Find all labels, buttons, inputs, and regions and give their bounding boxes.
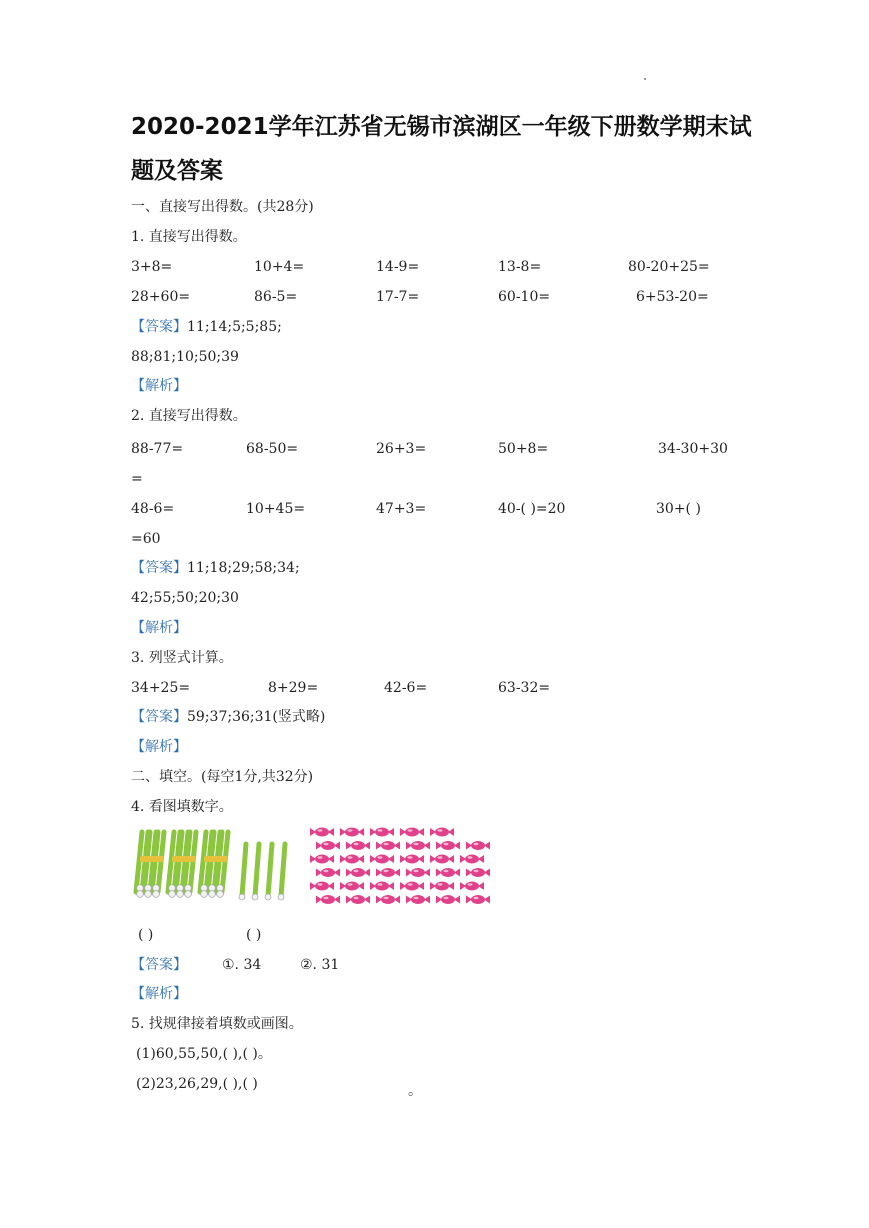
candies-picture [308, 824, 498, 910]
q1-r1-c2: 10+4= [254, 259, 305, 275]
q2-r2-cont: =60 [131, 531, 161, 547]
q5-label: 5. 找规律接着填数或画图。 [131, 1016, 303, 1032]
single-stick [281, 844, 285, 896]
q1-r1-c4: 13-8= [498, 259, 542, 275]
candy [310, 855, 334, 864]
q2-label: 2. 直接写出得数。 [131, 408, 247, 424]
single-stick [242, 844, 246, 896]
q4-answer-a: ①. 34 [222, 957, 262, 973]
q1-r2-c2: 86-5= [254, 289, 298, 305]
single-stick [255, 844, 259, 896]
candy [400, 828, 424, 837]
q2-answer [131, 559, 300, 577]
section1-heading: 一、直接写出得数。(共28分) [131, 199, 314, 215]
candy [460, 855, 484, 864]
candy [376, 868, 400, 877]
q1-r1-c5: 80-20+25= [628, 259, 710, 275]
q3-answer-text: 59;37;36;31(竖式略) [187, 709, 326, 725]
q3-c4: 63-32= [498, 680, 551, 696]
candy [316, 841, 340, 850]
candy [370, 828, 394, 837]
candy [460, 882, 484, 891]
q5-item-2: (2)23,26,29,( ),( ) [136, 1076, 258, 1092]
q2-r1-c5: 34-30+30 [658, 441, 728, 457]
q1-r1-c3: 14-9= [376, 259, 420, 275]
candy [430, 828, 454, 837]
candy [400, 855, 424, 864]
candy [466, 895, 490, 904]
candy [316, 895, 340, 904]
candy [340, 855, 364, 864]
answer-tag: 【答案】 [131, 560, 187, 576]
q4-answer-b: ②. 31 [300, 957, 340, 973]
sticks-picture [130, 826, 298, 904]
candy [346, 868, 370, 877]
q2-r1-c4: 50+8= [498, 441, 549, 457]
q4-label: 4. 看图填数字。 [131, 799, 233, 815]
doc-title-line2: 题及答案 [131, 158, 223, 184]
answer-tag: 【答案】 [131, 957, 187, 973]
section2-heading: 二、填空。(每空1分,共32分) [131, 769, 314, 785]
q2-r2-c1: 48-6= [131, 501, 175, 517]
candy [376, 895, 400, 904]
single-stick [268, 844, 272, 896]
candy [466, 841, 490, 850]
candy [310, 828, 334, 837]
q2-r2-c5: 30+( ) [656, 501, 701, 517]
stray-dot [644, 78, 646, 80]
q3-c3: 42-6= [384, 680, 428, 696]
q2-answer-text: 11;18;29;58;34; [187, 560, 300, 576]
stick-bundle [200, 832, 228, 897]
candy [346, 841, 370, 850]
q2-r2-c4: 40-( )=20 [498, 501, 566, 517]
candy [370, 882, 394, 891]
candy [436, 841, 460, 850]
q2-r2-c2: 10+45= [246, 501, 306, 517]
candy [400, 882, 424, 891]
q3-c2: 8+29= [268, 680, 319, 696]
q1-r2-c1: 28+60= [131, 289, 191, 305]
candy [310, 882, 334, 891]
candy [376, 841, 400, 850]
q2-r1-c2: 68-50= [246, 441, 299, 457]
q5-item-2-end: 。 [408, 1083, 422, 1099]
q2-r1-c3: 26+3= [376, 441, 427, 457]
q1-r2-c4: 60-10= [498, 289, 551, 305]
candy [370, 855, 394, 864]
q1-r1-c1: 3+8= [131, 259, 173, 275]
q4-answer [131, 956, 187, 974]
q3-label: 3. 列竖式计算。 [131, 650, 233, 666]
stick-bundle [136, 832, 164, 897]
q3-c1: 34+25= [131, 680, 191, 696]
candy [436, 868, 460, 877]
q4-analysis-tag: 【解析】 [131, 986, 187, 1002]
q2-analysis-tag: 【解析】 [131, 620, 187, 636]
q1-label: 1. 直接写出得数。 [131, 229, 247, 245]
q4-blank-1: ( ) [138, 927, 154, 943]
q4-blank-2: ( ) [246, 927, 262, 943]
q2-answer-cont: 42;55;50;20;30 [131, 590, 239, 606]
candy [430, 882, 454, 891]
candy [430, 855, 454, 864]
q2-r2-c3: 47+3= [376, 501, 427, 517]
q2-r1-c1: 88-77= [131, 441, 184, 457]
stick-bundle [168, 832, 196, 897]
answer-tag: 【答案】 [131, 319, 187, 335]
candy [406, 895, 430, 904]
q3-answer [131, 708, 325, 726]
candy [406, 868, 430, 877]
q1-r2-c3: 17-7= [376, 289, 420, 305]
candy [340, 882, 364, 891]
q1-answer [131, 318, 282, 336]
q1-answer-cont: 88;81;10;50;39 [131, 349, 239, 365]
candy [436, 895, 460, 904]
q5-item-1: (1)60,55,50,( ),( )。 [136, 1046, 272, 1062]
candy [340, 828, 364, 837]
q1-r2-c5: 6+53-20= [636, 289, 709, 305]
candy [316, 868, 340, 877]
answer-tag: 【答案】 [131, 709, 187, 725]
q3-analysis-tag: 【解析】 [131, 739, 187, 755]
q2-r1-cont: = [131, 471, 143, 487]
doc-title-line1: 2020-2021学年江苏省无锡市滨湖区一年级下册数学期末试 [131, 114, 752, 140]
candy [346, 895, 370, 904]
q1-analysis-tag: 【解析】 [131, 378, 187, 394]
q1-answer-text: 11;14;5;5;85; [187, 319, 282, 335]
candy [406, 841, 430, 850]
candy [466, 868, 490, 877]
